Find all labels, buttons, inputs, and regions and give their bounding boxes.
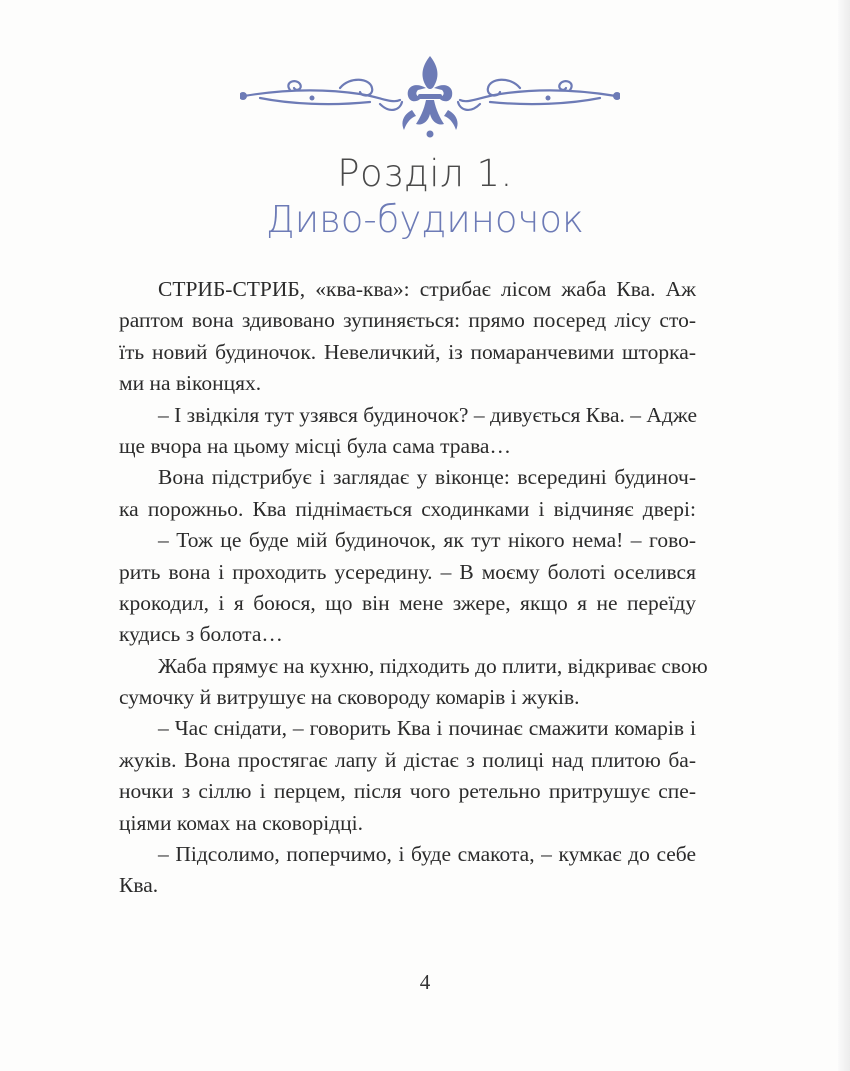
text-line: рить вона і проходить усередину. – В моєму болоті оселився [119, 559, 696, 584]
chapter-number: Розділ 1. [337, 152, 513, 195]
text-line: ми на віконцях. [119, 371, 262, 396]
text-line: Ква. [119, 873, 159, 898]
text-line: ка порожньо. Ква піднімається сходинками і відчиняє двері: [119, 496, 696, 521]
text-line: ночки з сіллю і перцем, після чого ретельно притрушує спе- [119, 779, 696, 804]
text-line: ще вчора на цьому місці була сама трава… [119, 433, 511, 458]
text-line: Вона підстрибує і заглядає у віконце: всередині будиноч- [158, 465, 696, 490]
text-line: кудись з болота… [119, 622, 283, 647]
text-line: – Тож це буде мій будиночок, як тут нікого нема! – гово- [158, 528, 696, 553]
text-line: Жаба прямує на кухню, підходить до плити, відкриває свою [158, 653, 708, 678]
text-line: – Час снідати, – говорить Ква і починає смажити комарів і [158, 716, 696, 741]
text-line: раптом вона здивовано зупиняється: прямо посеред лісу сто- [119, 308, 696, 333]
text-line: сумочку й витрушує на сковороду комарів і жуків. [119, 685, 580, 710]
text-line: ціями комах на сковорідці. [119, 810, 364, 835]
text-line: жуків. Вона простягає лапу й дістає з полиці над плитою ба- [119, 747, 696, 772]
fleur-de-lis-ornament-icon [240, 52, 620, 138]
page-number: 4 [419, 970, 431, 994]
text-line: – І звідкіля тут узявся будиночок? – дивується Ква. – Адже [158, 402, 697, 427]
chapter-title: Диво-будиночок [265, 198, 585, 241]
chapter-body-text [119, 274, 708, 902]
text-line: – Підсолимо, поперчимо, і буде смакота, – кумкає до себе [158, 842, 696, 867]
text-line: крокодил, і я боюся, що він мене зжере, якщо я не переїду [119, 590, 696, 615]
text-line: їть новий будиночок. Невеличкий, із помаранчевими шторка- [119, 339, 696, 364]
text-line: СТРИБ-СТРИБ, «ква-ква»: стрибає лісом жаба Ква. Аж [158, 277, 696, 301]
